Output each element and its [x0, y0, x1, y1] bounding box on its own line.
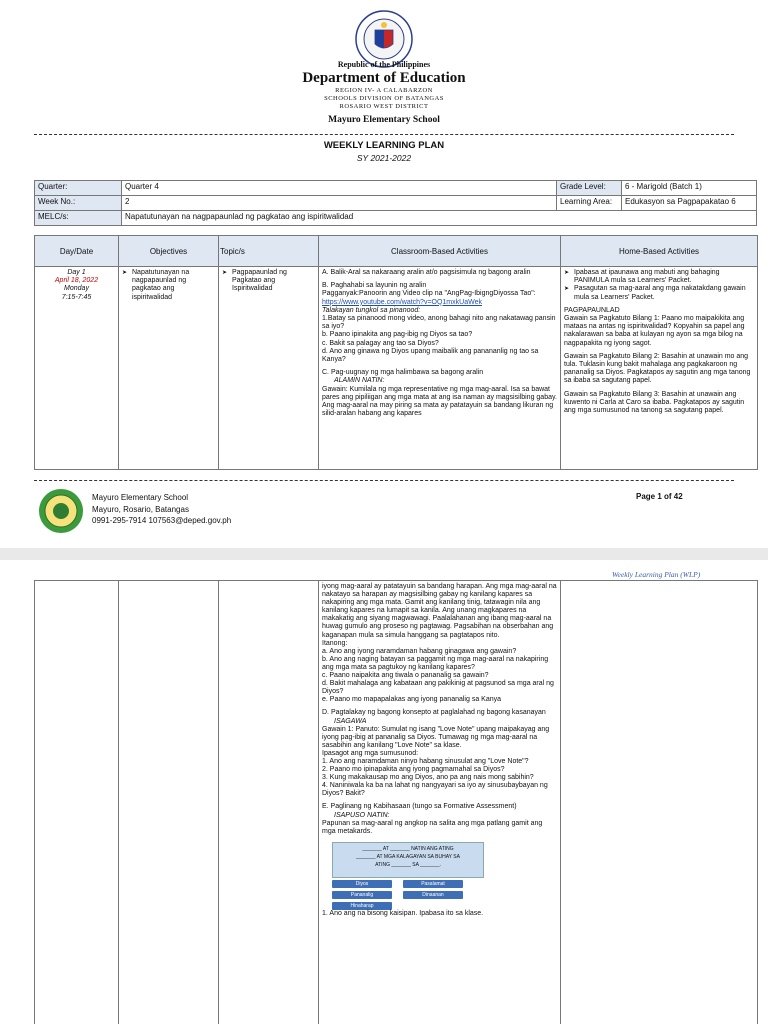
activity-d-ask: Ipasagot ang mga sumusunod: [322, 749, 419, 757]
activity-d-q2: 2. Paano mo ipinapakita ang iyong pagmamahal sa Diyos? [322, 766, 505, 774]
activity-d-sub: ISAGAWA [334, 717, 367, 725]
department-title: Department of Education [302, 70, 466, 86]
activity-d-q1: 1. Ano ang naramdaman ninyo habang sinusulat ang "Love Note"? [322, 757, 529, 765]
activity-b-q-title: Talakayan tungkol sa pinanood: [322, 306, 421, 314]
date-label: April 18, 2022 [54, 277, 99, 285]
activity-b-desc: Pagganyak:Panoorin ang Video clip na "AngPag-IbigngDiyossa Tao": [322, 290, 536, 298]
week-label: Week No.: [35, 196, 122, 211]
document-page-2 [0, 560, 768, 1024]
home-pagpapaunlad-title: PAGPAPAUNLAD [564, 306, 620, 314]
plan-table [34, 235, 758, 470]
footer-contact [92, 492, 231, 527]
activity-b-q4: d. Ano ang ginawa ng Diyos upang maibalik ang panananlig ng tao sa Kanya? [322, 347, 539, 364]
quarter-value: Quarter 4 [122, 181, 557, 196]
cont-q-d: d. Bakit mahalaga ang kabataan ang pakikinig at pagsunod sa mga aral ng Diyos? [322, 680, 554, 696]
activity-e-text: Papunan sa mag-aaral ng angkop na salita ang mga patlang gamit ang mga metakards. [322, 819, 543, 835]
footer-divider [34, 480, 734, 481]
cont-q-a: a. Ano ang iyong naramdaman habang ginagawa ang gawain? [322, 647, 517, 655]
home-item-2: ➤ Pasagutan sa mag-aaral ang mga nakatakdang gawain mula sa Learners' Packet. [574, 285, 754, 301]
header-home: Home-Based Activities [561, 236, 758, 267]
footer-school: Mayuro Elementary School [92, 493, 189, 502]
day-cell-cont [35, 581, 119, 1024]
footer-contact-line: 0991-295-7914 107563@deped.gov.ph [92, 516, 232, 525]
division-label: SCHOOLS DIVISION OF BATANGAS [324, 95, 444, 102]
fill-line-2: _______ AT MGA KALAGAYAN SA BUHAY SA [356, 853, 460, 860]
footer-address: Mayuro, Rosario, Batangas [92, 504, 189, 514]
info-table [34, 180, 757, 226]
topic-item: ➤ Pagpapaunlad ng Pagkatao ang Ispiritwalidad [232, 269, 315, 294]
plan-title: WEEKLY LEARNING PLAN [323, 140, 445, 151]
word-card: Pasalamat [403, 880, 463, 888]
quarter-label: Quarter: [35, 181, 122, 196]
republic-label: Republic of the Philippines [337, 60, 431, 69]
header-topics: Topic/s [219, 236, 319, 267]
fill-line-1: _______ AT _______ NATIN ANG ATING [362, 845, 454, 852]
area-value: Edukasyon sa Pagpapakatao 6 [622, 196, 757, 211]
activity-e-sub: ISAPUSO NATIN: [334, 811, 390, 819]
header-objectives: Objectives [119, 236, 219, 267]
activity-c-title: C. Pag-uugnay ng mga halimbawa sa bagong aralin [322, 369, 484, 377]
cont-q-e: e. Paano mo mapapalakas ang iyong pananalig sa Kanya [322, 696, 502, 704]
activity-e-last: 1. Ano ang na bisong kaisipan. Ipabasa ito sa klase. [322, 909, 484, 917]
school-logo-icon [38, 488, 84, 534]
school-year: SY 2021-2022 [356, 153, 412, 163]
melc-value: Napatutunayan na nagpapaunlad ng pagkatao ang ispiritwalidad [122, 211, 757, 226]
header-divider [34, 134, 734, 135]
video-link[interactable]: https://www.youtube.com/watch?v=OQ1mxkUaWek [322, 298, 482, 306]
classroom-cell [319, 267, 561, 470]
wlp-tag: Weekly Learning Plan (WLP) [612, 570, 701, 579]
objective-cell-cont [119, 581, 219, 1024]
week-value: 2 [122, 196, 557, 211]
home-cell [561, 267, 758, 470]
home-item-1: ➤ Ipabasa at ipaunawa ang mabuti ang bahaging PANIMULA mula sa Learners' Packet. [574, 269, 754, 285]
area-label: Learning Area: [557, 196, 622, 211]
activity-d-text: Gawain 1: Panuto: Sumulat ng isang "Love Note" upang maipakayag ang iyong pag-ibig at pananalig sa Diyos. Tumawag ng mga mag-aaral na sasabihin ang kanilang "Love Note" sa klase. [322, 725, 550, 749]
page-number: Page 1 of 42 [636, 492, 683, 501]
topic-cell [219, 267, 319, 470]
objective-cell [119, 267, 219, 470]
fill-in-box [332, 842, 484, 878]
home-gawain-3: Gawain sa Pagkatuto Bilang 3: Basahin at unawain ang kuwento ni Carla at Caro sa ibaba. Pagkatapos ay sagutin ang mga sumusunod na tanong sa sagutang papel. [564, 390, 745, 415]
cont-itanong: Itanong: [322, 639, 348, 647]
activity-b-text [322, 290, 557, 306]
activity-b-q3: c. Bakit sa palagay ang tao sa Diyos? [322, 339, 439, 347]
activity-d-title: D. Pagtalakay ng bagong konsepto at paglalahad ng bagong kasanayan [322, 709, 546, 717]
activity-a: A. Balik-Aral sa nakaraang aralin at/o pagsisimula ng bagong aralin [322, 269, 531, 276]
district-label: ROSARIO WEST DISTRICT [339, 103, 429, 110]
activity-e-title: E. Paglinang ng Kabihasaan (tungo sa Formative Assessment) [322, 803, 517, 811]
melc-label: MELC/s: [35, 211, 122, 226]
activity-b-q1: 1.Batay sa pinanood mong video, anong bahagi nito ang nakatawag pansin sa iyo? [322, 315, 556, 331]
word-card: Hinaharap [332, 902, 392, 910]
objective-item: ➤ Napatutunayan na nagpapaunlad ng pagkatao ang ispiritwalidad [132, 269, 215, 302]
activity-d-q3: 3. Kung makakausap mo ang Diyos, ano pa ang nais mong sabihin? [322, 774, 534, 782]
region-lines [0, 87, 768, 111]
word-card: Pananalig [332, 891, 392, 899]
home-gawain-2: Gawain sa Pagkatuto Bilang 2: Basahin at unawain mo ang tula. Tuklasin kung bakit mahalaga ang pagkakaroon ng pananalig sa Diyos. Pagkatapos ay sagutin ang mga tanong sa ibaba sa sagutang papel. [564, 352, 751, 385]
fill-line-3: ATING _______ SA _______. [375, 861, 441, 868]
word-card: Dinaanan [403, 891, 463, 899]
cont-paragraph: iyong mag-aaral ay patatayuin sa bandang harapan. Ang mga mag-aaral na nakatayo sa harapan ay magsisilbing gabay ng kanilang kapares sa nakapiring ang mga mata. Gamit ang kanilang tinig, tatawagin nila ang kanilang kapares na lumapit sa kanila. Ang unang magkapares na makakatig ang siyang magwawagi. Paalalahanan ang ibang mag-aaral na huwag gumulo ang proseso ng pagtawag. Pagsabihan na obserbahan ang kaganapan mula sa simula hanggang sa pagtatapos nito. [322, 583, 557, 639]
home-cell-cont [561, 581, 758, 1024]
word-cards [332, 880, 482, 910]
header-classroom: Classroom-Based Activities [319, 236, 561, 267]
time-label: 7:15-7:45 [61, 293, 92, 301]
grade-value: 6 - Marigold (Batch 1) [622, 181, 757, 196]
activity-b-q2: b. Paano ipinakita ang pag-ibig ng Diyos sa tao? [322, 331, 473, 339]
weekday-label: Monday [64, 285, 89, 293]
school-name: Mayuro Elementary School [328, 115, 440, 125]
word-card: Diyos [332, 880, 392, 888]
activity-c-sub: ALAMIN NATIN: [334, 377, 385, 385]
grade-label: Grade Level: [557, 181, 622, 196]
activity-d-q4: 4. Naniniwala ka ba na lahat ng nangyayari sa iyo ay sinusubaybayan ng Diyos? Bakit? [322, 782, 548, 798]
topic-cell-cont [219, 581, 319, 1024]
activity-b-title: B. Paghahabi sa layunin ng aralin [322, 282, 427, 290]
plan-table-continued [34, 580, 758, 1024]
day-label: Day 1 [67, 269, 86, 276]
classroom-cell-cont [319, 581, 561, 1024]
header-day-date: Day/Date [35, 236, 119, 267]
day-cell [35, 267, 119, 470]
cont-q-c: c. Paano naipakita ang tiwala o pananalig sa gawain? [322, 672, 489, 680]
home-gawain-1: Gawain sa Pagkatuto Bilang 1: Paano mo maipakikita ang mataas na antas ng ispiritwalidad? Kopyahin sa papel ang nakalarawan sa baba at kulayan ng ayon sa mga bilog na nagpapakita ng iyong sagot. [564, 315, 745, 347]
region-label: REGION IV- A CALABARZON [335, 87, 433, 94]
cont-q-b: b. Ano ang naging batayan sa paggamit ng mga mag-aaral na nakapiring ang mga mata sa pagtukoy ng kanilang kapares? [322, 655, 549, 671]
activity-c-text: Gawain: Kumilala ng mga representative ng mga mag-aaral. Isa sa bawat pares ang pipiliigan ang mga mata at ang isa naman ay magsisilbing gabay. Ang mag-aaral na may piring sa mata ay patatayuin sa bandang likuran ng silid-aralan habang ang kapares [322, 385, 557, 418]
